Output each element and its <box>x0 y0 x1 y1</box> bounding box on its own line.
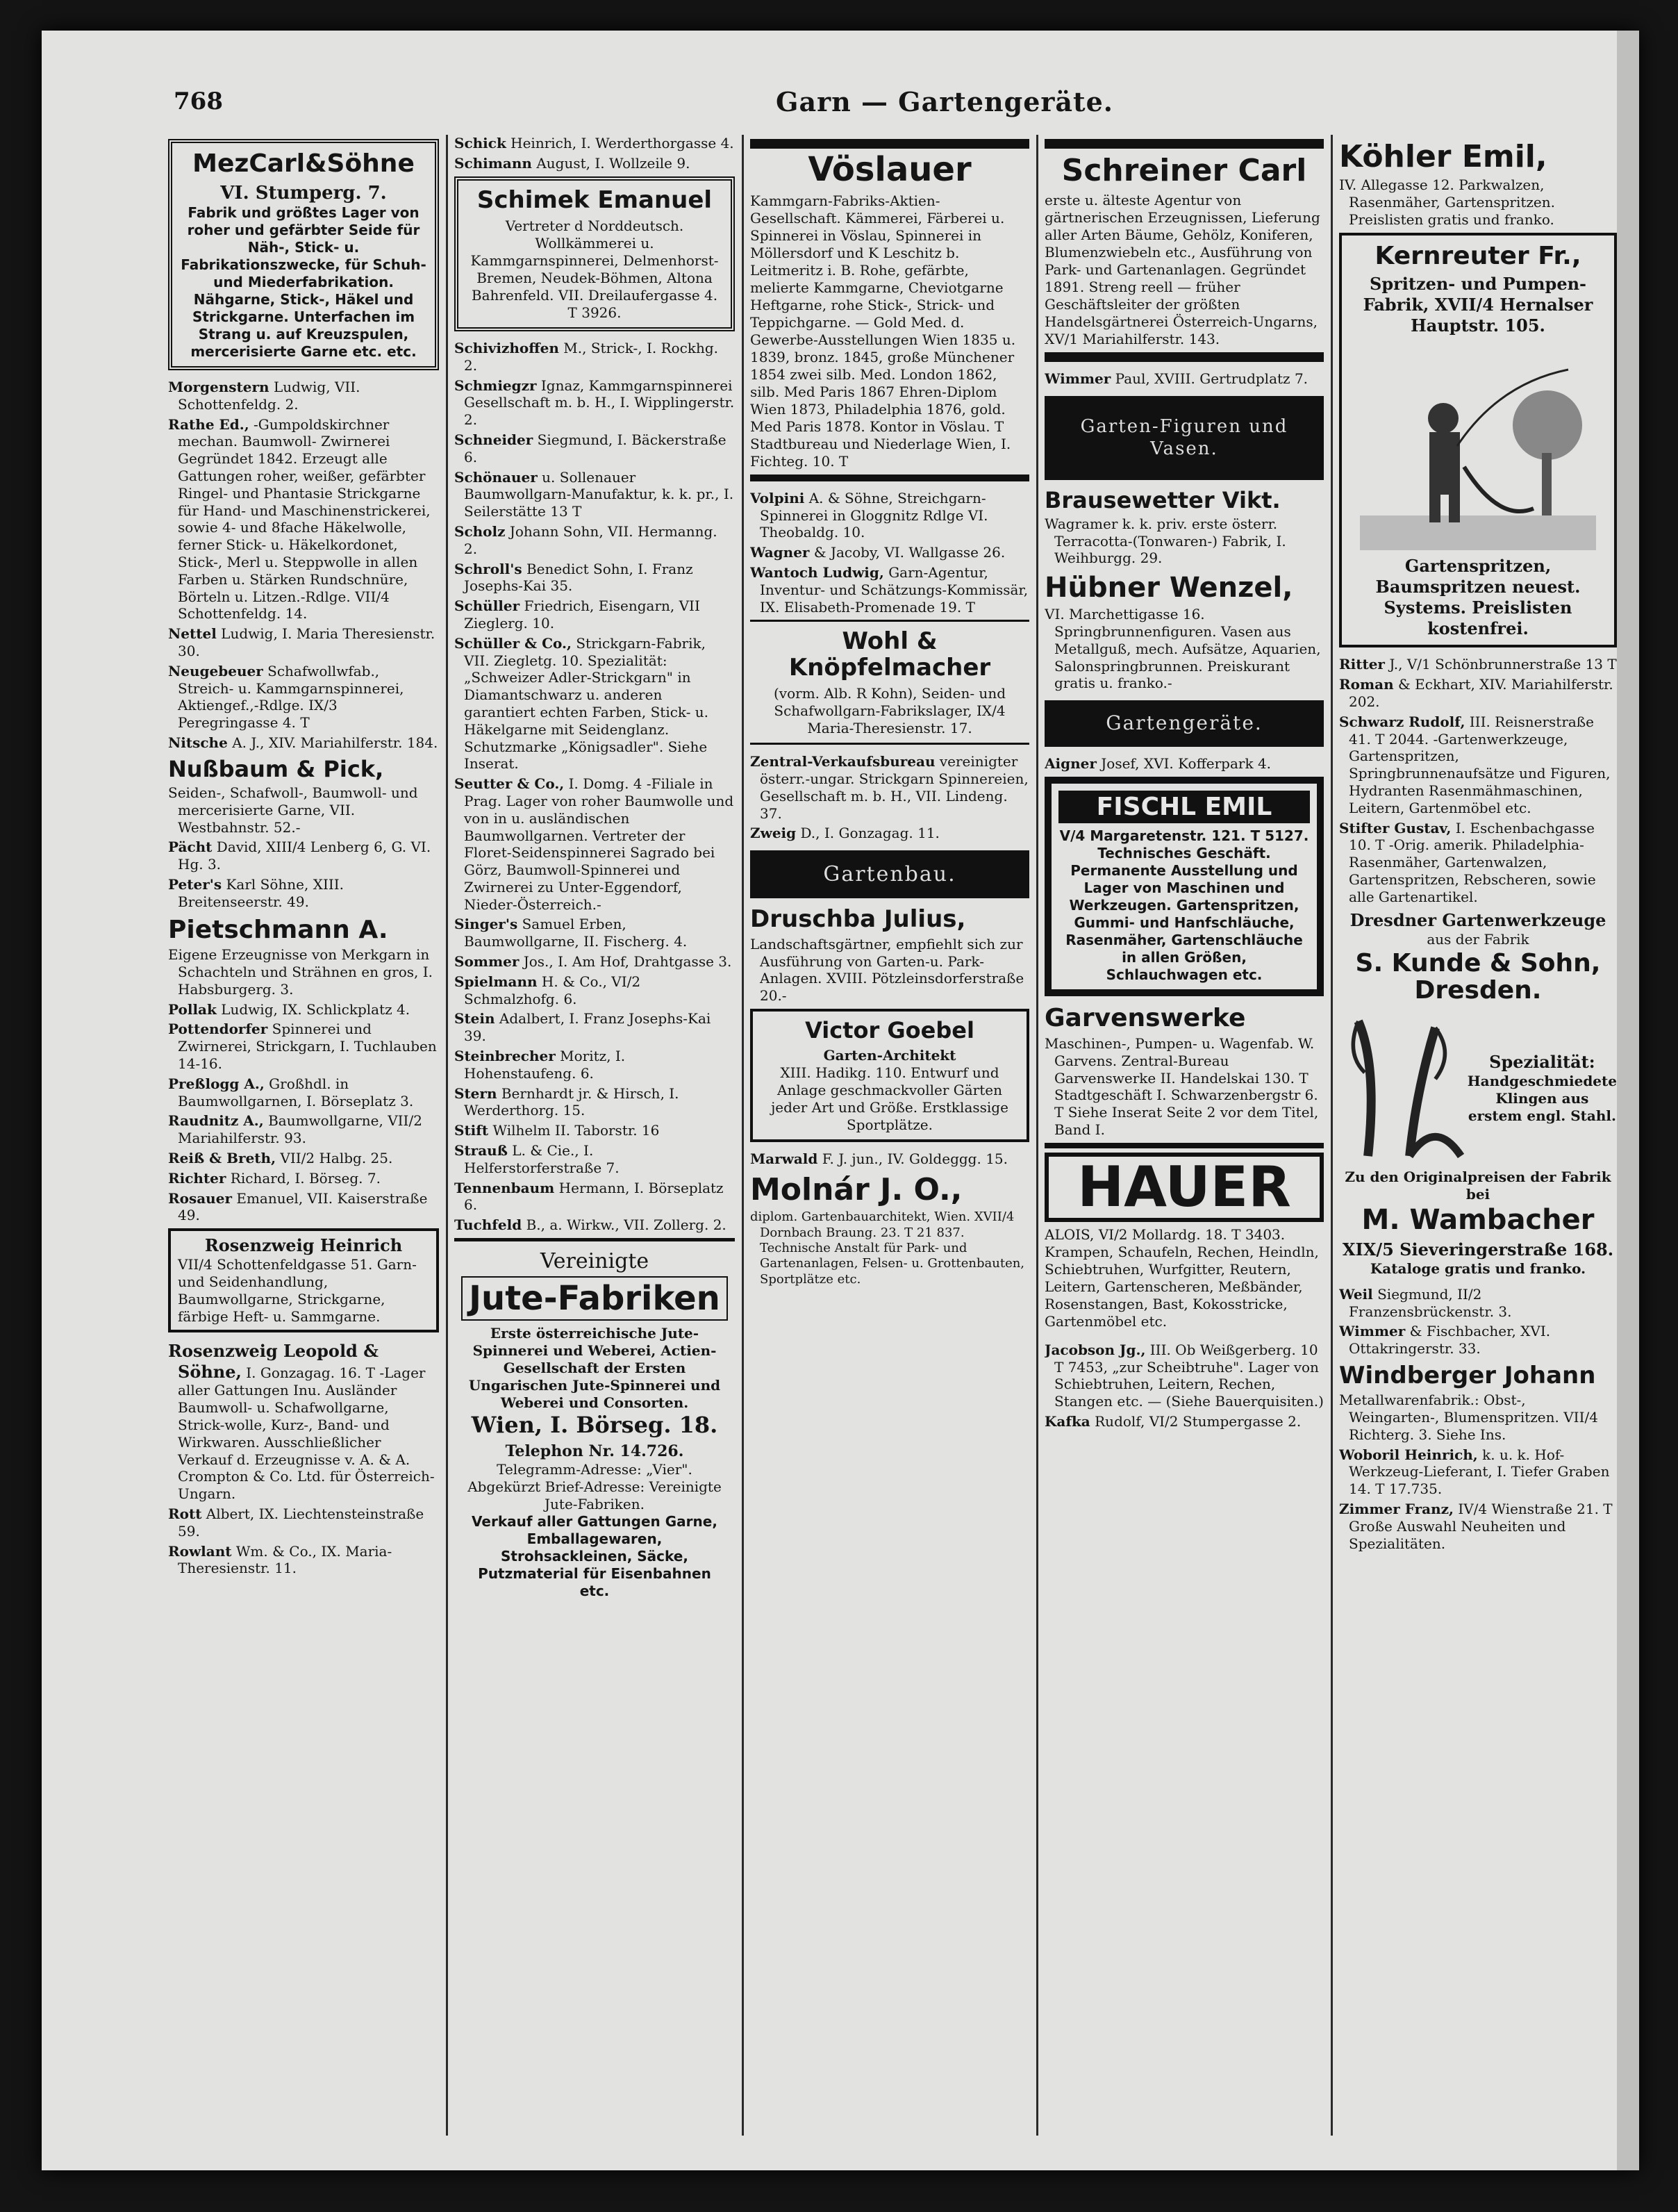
entries-group <box>1339 1446 1617 1553</box>
list-item <box>168 839 439 873</box>
entry-text: Wagramer k. k. priv. erste österr. Terracotta-(Tonwaren-) Fabrik, I. Weihburgg. 29. <box>1045 515 1286 567</box>
entry-name: Marwald <box>750 1150 818 1168</box>
list-item <box>1339 1446 1617 1498</box>
entry-text: Friedrich, Eisengarn, VII Zieglerg. 10. <box>464 597 700 632</box>
entries-group <box>750 490 1029 616</box>
entry-name: Neugebeuer <box>168 662 263 679</box>
entry-name: Rathe Ed., <box>168 415 249 433</box>
entry-name: Stern <box>454 1084 497 1102</box>
page-number: 768 <box>174 88 223 115</box>
list-item <box>750 490 1029 541</box>
entries-group <box>168 1505 439 1577</box>
ad-subtitle: Garten-Architekt <box>823 1047 956 1064</box>
ad-text: XIII. Hadikg. 110. Entwurf und Anlage geschmackvoller Gärten jeder Art und Größe. Erstklassige Sportplätze. <box>771 1064 1008 1134</box>
entry-text: Siegmund, II/2 Franzensbrückenstr. 3. <box>1349 1285 1512 1320</box>
entry-name: Schroll's <box>454 560 522 577</box>
list-item <box>168 1170 439 1187</box>
entry-name: Ritter <box>1339 656 1385 673</box>
entry-text: Ludwig, IX. Schlickplatz 4. <box>221 1000 410 1018</box>
entry-text: Eigene Erzeugnisse von Merkgarn in Schachteln und Strähnen en gros, I. Habsburgerg. 3. <box>168 946 433 998</box>
list-item <box>168 876 439 911</box>
ad-jute <box>454 1238 735 1606</box>
list-item <box>1045 755 1324 773</box>
ad-catalog: Kataloge gratis und franko. <box>1370 1260 1586 1277</box>
list-item <box>454 1048 735 1082</box>
list-item <box>168 625 439 660</box>
entry-text: August, I. Wollzeile 9. <box>536 154 690 172</box>
entry-text: Spinnerei und Zwirnerei, Strickgarn, I. Tuchlauben 14-16. <box>178 1021 437 1072</box>
ad-text: Kammgarn-Fabriks-Aktien-Gesellschaft. Kämmerei, Färberei u. Spinnerei in Vöslau, Spinnerei in Möllersdorf und K Leschitz b. Leitmeritz i. B. Rohe, gefärbte, melierte Kammgarne, Cheviotgarne Heftgarne, rohe Stick-, Strick- und Teppichgarne. — Gold Med. d. Gewerbe-Ausstellungen Wien 1835 u. 1839, bronz. 1845, große Münchener 1854 zwei silb. Med. London 1862, silb. Med Paris 1867 Ehren-Diplom Wien 1873, Philadelphia 1876, gold. Med Paris 1878. Kontor in Vöslau. T Stadtbureau und Niederlage Wien, I. Fichteg. 10. T <box>750 192 1016 470</box>
entry-name: Stift <box>454 1122 489 1139</box>
ad-line: aus der Fabrik <box>1427 930 1529 948</box>
list-item <box>454 1216 735 1234</box>
entry-text: Landschaftsgärtner, empfiehlt sich zur Ausführung von Garten-u. Park-Anlagen. XVIII. Pötzleinsdorferstraße 20.- <box>750 935 1024 1005</box>
entry-text: & Jacoby, VI. Wallgasse 26. <box>813 544 1006 561</box>
ad-prices: Zu den Originalpreisen der Fabrik bei <box>1345 1168 1611 1203</box>
entry-name: Weil <box>1339 1285 1373 1303</box>
ad-title: Rosenzweig Heinrich <box>204 1235 403 1256</box>
entry-name: Sommer <box>454 953 520 971</box>
entry-text: IV/4 Wienstraße 21. T Große Auswahl Neuheiten und Spezialitäten. <box>1349 1501 1613 1552</box>
list-item <box>1339 820 1617 906</box>
entry-name: Schüller <box>454 597 520 615</box>
ad-kunde-wambacher <box>1339 910 1617 1278</box>
entry-name: Roman <box>1339 676 1394 693</box>
pruning-shears-illustration <box>1339 1009 1468 1169</box>
entry-text: M., Strick-, I. Rockhg. 2. <box>464 339 719 374</box>
entries-group <box>168 839 439 910</box>
entry-text: I. Gonzagag. 16. T -Lager aller Gattungen Inu. Ausländer Baumwoll- u. Schafwollgarne, Strick-wolle, Kurz-, Band- und Wirkwaren. Ausschließlicher Verkauf d. Erzeugnisse v. A. & A. Crompton & Co. Ltd. für Österreich-Ungarn. <box>178 1364 435 1503</box>
entry-name: Kafka <box>1045 1412 1090 1430</box>
list-item <box>454 561 735 595</box>
list-item <box>168 1150 439 1167</box>
ad-kernreuter <box>1339 233 1617 648</box>
entry-text: Schafwollwfab., Streich- u. Kammgarnspinnerei, Aktiengef.,-Rdlge. IX/3 Peregringasse 4. T <box>178 662 404 732</box>
garden-sprayer-illustration <box>1360 342 1596 550</box>
entry-name: Pollak <box>168 1000 217 1018</box>
entry-text: diplom. Gartenbauarchitekt, Wien. XVII/4 Dornbach Braung. 23. T 21 837. Technische Anstalt für Park- und Gartenanlagen, Felsen- u. Grottenbauten, Sportplätze etc. <box>750 1210 1025 1287</box>
entry-name: Schmiegzr <box>454 377 537 394</box>
entries-group <box>1339 1286 1617 1357</box>
column-rule <box>742 135 744 2136</box>
list-item <box>454 597 735 632</box>
entry-text: Großhdl. in Baumwollgarnen, I. Börseplatz 3. <box>178 1075 414 1109</box>
entry-name: Wimmer <box>1045 370 1111 388</box>
list-item <box>1045 1413 1324 1430</box>
entry-text: L. & Cie., I. Helferstorferstraße 7. <box>464 1142 620 1176</box>
entry-text: H. & Co., VI/2 Schmalzhofg. 6. <box>464 973 641 1007</box>
ad-shears-block <box>1339 1009 1617 1169</box>
entry-text: k. u. k. Hof-Werkzeug-Lieferant, I. Tiefer Graben 14. T 17.735. <box>1349 1446 1610 1498</box>
ad-title: Victor Goebel <box>805 1016 974 1043</box>
ad-text: ALOIS, VI/2 Mollardg. 18. T 3403. Krampen, Schaufeln, Rechen, Heindln, Schiebtruhen, Wurfgitter, Reutern, Leitern, Gartenscheren, Meßbänder, Rosenstangen, Bast, Kokosstricke, Gartenmöbel etc. <box>1045 1225 1319 1330</box>
entry-text: Ludwig, VII. Schottenfeldg. 2. <box>178 379 360 413</box>
ad-text: Spritzen- und Pumpen-Fabrik, XVII/4 Hernalser Hauptstr. 105. <box>1363 274 1593 336</box>
list-item <box>454 775 735 913</box>
entry-text: Johann Sohn, VII. Hermanng. 2. <box>464 522 717 557</box>
section-gartengeraete: Gartengeräte. <box>1045 700 1324 747</box>
list-item <box>168 734 439 752</box>
entry-text: Bernhardt jr. & Hirsch, I. Werderthorg. 15. <box>464 1084 679 1119</box>
ad-text: Vertreter d Norddeutsch. Wollkämmerei u. Kammgarnspinnerei, Delmenhorst-Bremen, Neudek-Böhmen, Altona Bahrenfeld. VII. Dreilaufergasse 4. T 3926. <box>470 217 719 321</box>
entry-name: Schüller & Co., <box>454 634 572 652</box>
list-item <box>168 1112 439 1147</box>
column-1 <box>168 135 439 2136</box>
entry-name: Singer's <box>454 916 518 933</box>
list-item <box>454 1010 735 1045</box>
ad-text: Verkauf aller Gattungen Garne, Emballagewaren, Strohsackleinen, Säcke, Putzmaterial für Eisenbahnen etc. <box>472 1513 717 1600</box>
section-garten-figuren: Garten-Figuren und Vasen. <box>1045 396 1324 479</box>
entry-name: Hübner Wenzel, <box>1045 572 1293 604</box>
entry-text: vereinigter österr.-ungar. Strickgarn Spinnereien, Gesellschaft m. b. H., VII. Lindeng. 37. <box>760 753 1029 822</box>
ad-telegram: Telegramm-Adresse: „Vier". Abgekürzt Brief-Adresse: Vereinigte Jute-Fabriken. <box>467 1461 722 1513</box>
entries-group <box>1339 656 1617 905</box>
list-item <box>168 1543 439 1578</box>
ad-title: FISCHL EMIL <box>1058 791 1310 824</box>
entry-name: Nußbaum & Pick, <box>168 755 384 782</box>
ad-title: HAUER <box>1045 1153 1324 1222</box>
list-item <box>168 663 439 732</box>
list-item <box>168 1505 439 1540</box>
entry-text: Josef, XVI. Kofferpark 4. <box>1101 754 1272 772</box>
entry-text: Seiden-, Schafwoll-, Baumwoll- und mercerisierte Garne, VII. Westbahnstr. 52.- <box>168 784 418 836</box>
ad-rosenzweig-heinrich <box>168 1228 439 1332</box>
entry-name: Woboril Heinrich, <box>1339 1446 1478 1463</box>
list-item <box>168 379 439 413</box>
entry-text: Samuel Erben, Baumwollgarne, II. Fischerg. 4. <box>464 916 688 950</box>
list-item <box>1339 713 1617 817</box>
ad-title-2: Jute-Fabriken <box>461 1276 728 1321</box>
entry-text: D., I. Gonzagag. 11. <box>800 825 940 842</box>
entry-text: VI. Marchettigasse 16. Springbrunnenfiguren. Vasen aus Metallguß, mech. Aufsätze, Aquarien, Salonspringbrunnen. Preiskurant gratis u. franko.- <box>1045 606 1321 692</box>
entry-name: Nitsche <box>168 734 228 752</box>
ad-title: Vöslauer <box>750 139 1029 188</box>
ad-text: V/4 Margaretenstr. 121. T 5127. Technisches Geschäft. Permanente Ausstellung und Lager von Maschinen und Werkzeugen. Gartenspritzen, Gummi- und Hanfschläuche, Rasenmäher, Gartenschläuche in allen Größen, Schlauchwagen etc. <box>1059 827 1309 984</box>
list-item <box>1045 370 1324 388</box>
column-3 <box>750 135 1029 2136</box>
ad-speciality <box>1468 1052 1617 1125</box>
ad-mez <box>168 139 439 370</box>
list-item <box>454 953 735 971</box>
entry-text: III. Reisnerstraße 41. T 2044. -Gartenwerkzeuge, Gartenspritzen, Springbrunnenaufsätze und Figuren, Hydranten Rasenmähmaschinen, Leitern, Gartenmöbel etc. <box>1349 713 1611 816</box>
entry-text: Emanuel, VII. Kaiserstraße 49. <box>178 1189 428 1224</box>
entry-name: Schick <box>454 135 506 151</box>
entry-text: III. Ob Weißgerberg. 10 T 7453, „zur Scheibtruhe". Lager von Schiebtruhen, Leitern, Rechen, Stangen etc. — (Siehe Bauerquisiten.) <box>1054 1341 1324 1410</box>
ad-rule <box>750 474 1029 481</box>
entries-group <box>1045 1342 1324 1430</box>
entry-name: Raudnitz A., <box>168 1112 264 1130</box>
entry-name: Brausewetter Vikt. <box>1045 486 1281 513</box>
entry-text: A. & Söhne, Streichgarn-Spinnerei in Gloggnitz Rdlge VI. Theobaldg. 10. <box>760 489 988 541</box>
ad-title: S. Kunde & Sohn, Dresden. <box>1355 948 1601 1005</box>
entry-name: Volpini <box>750 489 805 506</box>
entry-text: Paul, XVIII. Gertrudplatz 7. <box>1115 370 1309 388</box>
entry-name: Morgenstern <box>168 379 269 396</box>
ad-line: Dresdner Gartenwerkzeuge <box>1349 909 1606 930</box>
list-item <box>1339 676 1617 711</box>
ad-text: VII/4 Schottenfeldgasse 51. Garn- und Seidenhandlung, Baumwollgarne, Strickgarne, färbige Heft- u. Sammgarne. <box>178 1255 417 1325</box>
entry-name: Scholz <box>454 522 506 540</box>
directory-page <box>42 31 1639 2170</box>
ad-special-text: Handgeschmiedete Klingen aus erstem engl. Stahl. <box>1467 1073 1617 1125</box>
entry-text: Adalbert, I. Franz Josephs-Kai 39. <box>464 1010 711 1045</box>
ad-schreiner <box>1045 139 1324 362</box>
entry-name: Steinbrecher <box>454 1048 556 1065</box>
entry-name: Stein <box>454 1010 495 1027</box>
list-item <box>750 544 1029 561</box>
column-5 <box>1339 135 1617 2136</box>
entry-text: I. Eschenbachgasse 10. T -Orig. amerik. Philadelphia-Rasenmäher, Gartenwalzen, Gartenspritzen, Rebscheren, sowie alle Gartenartikel. <box>1349 819 1596 905</box>
entry-text: & Eckhart, XIV. Mariahilferstr. 202. <box>1349 676 1613 710</box>
list-item <box>750 825 1029 842</box>
ad-address: Wien, I. Börseg. 18. <box>471 1412 718 1439</box>
ad-special-label: Spezialität: <box>1489 1052 1595 1073</box>
list-item <box>454 340 735 374</box>
entry-name: Wimmer <box>1339 1323 1406 1340</box>
entry-name: Köhler Emil, <box>1339 139 1547 174</box>
entry-text: Heinrich, I. Werderthorgasse 4. <box>510 135 734 151</box>
entry-text: Metallwarenfabrik.: Obst-, Weingarten-, Blumenspritzen. VII/4 Richterg. 3. Siehe Ins. <box>1339 1392 1598 1443</box>
entry-text: Karl Söhne, XIII. Breitenseerstr. 49. <box>178 876 344 910</box>
entry-name: Tennenbaum <box>454 1179 555 1196</box>
ad-title: MezCarl&Söhne <box>192 149 415 178</box>
entry-text: David, XIII/4 Lenberg 6, G. VI. Hg. 3. <box>178 839 431 873</box>
entry-text: J., V/1 Schönbrunnerstraße 13 T <box>1389 656 1617 673</box>
ad-text: Gartenspritzen, Baumspritzen neuest. Systems. Preislisten kostenfrei. <box>1375 556 1581 639</box>
entry-name: Schönauer <box>454 468 538 486</box>
page-edge-shadow <box>1617 31 1639 2170</box>
entry-name: Schimann <box>454 154 532 172</box>
list-item <box>454 1142 735 1177</box>
entries-group <box>454 340 735 1234</box>
ad-schimek <box>454 176 735 331</box>
entry-name: Stifter Gustav, <box>1339 819 1452 836</box>
ad-dealer: M. Wambacher <box>1361 1203 1595 1236</box>
entry-text: -Gumpoldskirchner mechan. Baumwoll- Zwirnerei Gegründet 1842. Erzeugt alle Gattungen roher, weißer, gefärbter Ringel- und Phantasie Strickgarne für Hand- und Maschinenstrickerei, sowie 4- und 8fache Häkelwolle, ferner Stick- u. Häkelkordonet, Stick-, Merl u. Steppwolle in allen Farben u. Stärken Rundschnüre, Börteln u. Litzen.-Rdlge. VII/4 Schottenfeldg. 14. <box>178 415 431 622</box>
entry-text: Ignaz, Kammgarnspinnerei Gesellschaft m. b. H., I. Wipplingerstr. 2. <box>464 377 735 429</box>
entry-name: Zimmer Franz, <box>1339 1501 1454 1518</box>
entry-name: Pottendorfer <box>168 1021 268 1038</box>
list-item <box>1339 656 1617 673</box>
entry-text: F. J. jun., IV. Goldeggg. 15. <box>822 1150 1008 1168</box>
entry-text: B., a. Wirkw., VII. Zollerg. 2. <box>526 1216 726 1234</box>
entry-text: Ludwig, I. Maria Theresienstr. 30. <box>178 625 435 660</box>
entry-text: Baumwollgarne, VII/2 Mariahilferstr. 93. <box>178 1112 422 1147</box>
list-item <box>1339 1286 1617 1321</box>
entry-text: Wm. & Co., IX. Maria-Theresienstr. 11. <box>178 1542 392 1577</box>
entry-text: Garn-Agentur, Inventur- und Schätzungs-Kommissär, IX. Elisabeth-Promenade 19. T <box>760 563 1029 616</box>
list-item <box>454 431 735 466</box>
entry-text: Siegmund, I. Bäckerstraße 6. <box>464 431 726 465</box>
column-rule <box>446 135 448 2136</box>
entry-text: Strickgarn-Fabrik, VII. Ziegletg. 10. Spezialität: „Schweizer Adler-Strickgarn" in Diamantschwarz u. anderen garantiert echten Farben, Stick- u. Häkelgarne mit Seidenglanz. Schutzmarke „Königsadler". Siehe Inserat. <box>464 634 709 773</box>
entry-name: Spielmann <box>454 973 538 990</box>
list-item <box>454 135 735 152</box>
column-2 <box>454 135 735 2136</box>
entry-name: Garvenswerke <box>1045 1004 1246 1033</box>
entry-name: Schivizhoffen <box>454 339 559 356</box>
column-4 <box>1045 135 1324 2136</box>
entry-name: Peter's <box>168 876 222 893</box>
ad-goebel <box>750 1009 1029 1142</box>
ad-title: Schimek Emanuel <box>476 185 713 214</box>
entry-name: Aigner <box>1045 754 1097 772</box>
list-item <box>168 1190 439 1225</box>
entry-text: Moritz, I. Hohenstaufeng. 6. <box>464 1048 626 1082</box>
entry-text: & Fischbacher, XVI. Ottakringerstr. 33. <box>1349 1323 1551 1357</box>
entry-name: Jacobson Jg., <box>1045 1341 1146 1358</box>
entry-text: VII/2 Halbg. 25. <box>280 1149 393 1166</box>
list-item <box>750 1150 1029 1168</box>
section-gartenbau: Gartenbau. <box>750 850 1029 898</box>
entry-text: Hermann, I. Börseplatz 6. <box>464 1179 724 1214</box>
entry-name: Wagner <box>750 544 810 561</box>
list-item <box>454 635 735 773</box>
ad-phone: Telephon Nr. 14.726. <box>505 1442 684 1460</box>
entry-name: Strauß <box>454 1142 508 1159</box>
list-item <box>454 377 735 429</box>
list-item <box>168 1001 439 1018</box>
entry-text: Maschinen-, Pumpen- u. Wagenfab. W. Garvens. Zentral-Bureau Garvenswerke II. Handelskai 130. T Stadtgeschäft I. Schwarzenbergstr 6. T Siehe Inserat Seite 2 vor dem Titel, Band I. <box>1045 1034 1319 1138</box>
list-item <box>750 564 1029 616</box>
entry-text: Benedict Sohn, I. Franz Josephs-Kai 35. <box>464 560 693 595</box>
entry-text: Albert, IX. Liechtensteinstraße 59. <box>178 1505 424 1540</box>
ad-address: VI. Stumperg. 7. <box>220 182 387 204</box>
entry-text: Richard, I. Börseg. 7. <box>230 1169 381 1187</box>
entry-name: Druschba Julius, <box>750 905 966 934</box>
entry-name: Schneider <box>454 431 533 448</box>
entries-group <box>168 1001 439 1225</box>
column-rule <box>1036 135 1038 2136</box>
entry-name: Tuchfeld <box>454 1216 522 1234</box>
entry-name: Zweig <box>750 825 797 842</box>
ad-hauer <box>1045 1143 1324 1333</box>
list-item <box>454 155 735 172</box>
ad-text: Fabrik und größtes Lager von roher und gefärbter Seide für Näh-, Stick- u. Fabrikationszwecke, für Schuh- und Miederfabrikation. Nähgarne, Stick-, Häkel und Strickgarne. Unterfachen im Strang u. auf Kreuzspulen, mercerisierte Garne etc. etc. <box>181 204 426 361</box>
list-item <box>168 1341 439 1503</box>
entries-group <box>168 379 439 752</box>
entry-name: Wantoch Ludwig, <box>750 563 884 581</box>
ad-voeslauer <box>750 139 1029 481</box>
entry-name: Molnár J. O., <box>750 1171 963 1207</box>
ad-title-1: Vereinigte <box>540 1249 649 1274</box>
entry-name: Windberger Johann <box>1339 1361 1596 1389</box>
entries-group <box>454 135 735 172</box>
list-item <box>1339 1323 1617 1357</box>
entry-text: I. Domg. 4 -Filiale in Prag. Lager von roher Baumwolle und von in u. ausländischen Baumwollgarnen. Vertreter der Floret-Seidenspinnerei Sagrado bei Görz, Baumwoll-Spinnerei und Zwirnerei zu Unter-Eggendorf, Nieder-Österreich.- <box>464 775 734 913</box>
entry-text: Wilhelm II. Taborstr. 16 <box>492 1122 660 1139</box>
entry-name: Pietschmann A. <box>168 915 388 944</box>
ad-title: Schreiner Carl <box>1061 153 1307 188</box>
entry-name: Rosenzweig Leopold & Söhne, <box>168 1340 379 1382</box>
running-title: Garn — Gartengeräte. <box>776 86 1113 117</box>
entry-name: Zentral-Verkaufsbureau <box>750 753 936 770</box>
list-item <box>168 1021 439 1072</box>
entry-name: Richter <box>168 1169 226 1187</box>
list-item <box>454 1180 735 1214</box>
list-item <box>454 469 735 520</box>
ad-wohl <box>750 620 1029 745</box>
entry-text: IV. Allegasse 12. Parkwalzen, Rasenmäher, Gartenspritzen. Preislisten gratis und franko. <box>1339 176 1555 228</box>
ad-text: Erste österreichische Jute-Spinnerei und Weberei, Actien-Gesellschaft der Ersten Ungarischen Jute-Spinnerei und Weberei und Consorten. <box>468 1325 721 1412</box>
ad-fischl <box>1045 777 1324 997</box>
list-item <box>168 1075 439 1110</box>
list-item <box>454 916 735 950</box>
list-item <box>454 1085 735 1120</box>
entry-name: Reiß & Breth, <box>168 1149 276 1166</box>
list-item <box>454 1122 735 1139</box>
entry-text: Jos., I. Am Hof, Drahtgasse 3. <box>523 953 732 971</box>
list-item <box>454 523 735 558</box>
entry-name: Pächt <box>168 839 213 856</box>
list-item <box>1339 1501 1617 1552</box>
list-item <box>750 753 1029 822</box>
list-item <box>168 416 439 623</box>
entries-group <box>750 753 1029 842</box>
ad-title: Kernreuter Fr., <box>1374 241 1581 270</box>
list-item <box>454 973 735 1008</box>
ad-text: (vorm. Alb. R Kohn), Seiden- und Schafwollgarn-Fabrikslager, IX/4 Maria-Theresienstr. 17. <box>773 685 1006 737</box>
entry-name: Schwarz Rudolf, <box>1339 713 1465 730</box>
entry-text: A. J., XIV. Mariahilferstr. 184. <box>232 734 438 752</box>
ad-title: Wohl & Knöpfelmacher <box>788 627 991 682</box>
entry-name: Seutter & Co., <box>454 775 565 793</box>
ad-address: XIX/5 Sieveringerstraße 168. <box>1342 1239 1614 1260</box>
column-rule <box>1331 135 1333 2136</box>
entry-text: u. Sollenauer Baumwollgarn-Manufaktur, k. k. pr., I. Seilerstätte 13 T <box>464 468 734 520</box>
entry-name: Rott <box>168 1505 202 1522</box>
entry-name: Rosauer <box>168 1189 232 1207</box>
entry-name: Preßlogg A., <box>168 1075 265 1092</box>
entry-text: Rudolf, VI/2 Stumpergasse 2. <box>1095 1412 1302 1430</box>
list-item <box>1045 1342 1324 1410</box>
entry-name: Nettel <box>168 625 217 643</box>
ad-text: erste u. älteste Agentur von gärtnerischen Erzeugnissen, Lieferung aller Arten Bäume, Gehölz, Koniferen, Blumenzwiebeln etc., Ausführung von Park- und Gartenanlagen. Gegründet 1891. Streng reell — früher Geschäftsleiter der größten Handelsgärtnerei Österreich-Ungarns, XV/1 Mariahilferstr. 143. <box>1045 192 1320 348</box>
entry-name: Rowlant <box>168 1542 232 1560</box>
